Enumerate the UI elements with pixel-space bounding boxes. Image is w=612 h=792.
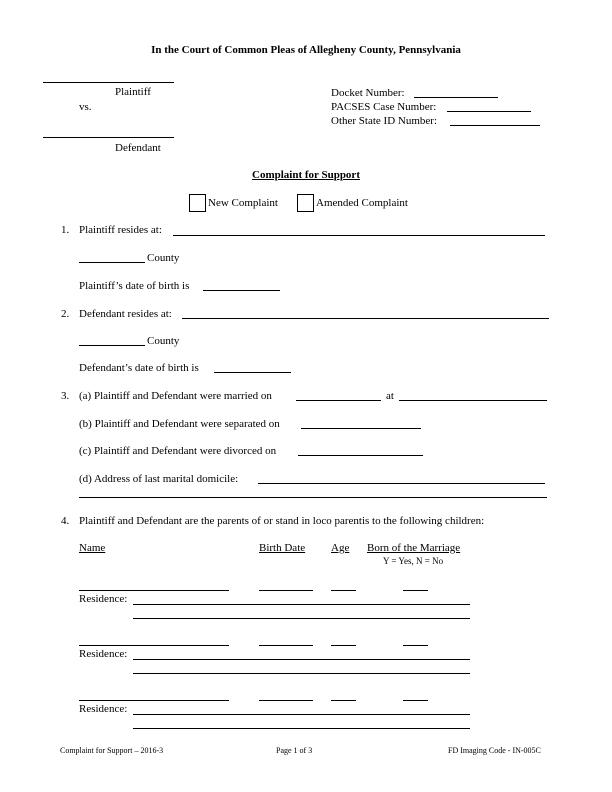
docket-number-field[interactable]	[414, 97, 498, 98]
marital-domicile-field[interactable]	[258, 483, 545, 484]
child3-name-field[interactable]	[79, 700, 229, 701]
child2-residence-label: Residence:	[79, 648, 128, 660]
child1-name-field[interactable]	[79, 590, 229, 591]
defendant-resides-label: Defendant resides at:	[79, 308, 172, 320]
child1-birth-date-field[interactable]	[259, 590, 313, 591]
defendant-address-field[interactable]	[182, 318, 549, 319]
plaintiff-dob-label: Plaintiff’s date of birth is	[79, 280, 190, 292]
defendant-county-label: County	[147, 335, 180, 347]
footer-imaging-code: FD Imaging Code - IN-005C	[448, 746, 541, 755]
child3-residence-field-line2[interactable]	[133, 728, 470, 729]
yn-legend: Y = Yes, N = No	[383, 556, 444, 566]
child-name-header: Name	[79, 542, 106, 554]
child2-residence-field-line2[interactable]	[133, 673, 470, 674]
new-complaint-checkbox[interactable]	[189, 194, 206, 212]
children-statement: Plaintiff and Defendant are the parents of or stand in loco parentis to the following children:	[79, 515, 485, 527]
other-state-id-label: Other State ID Number:	[331, 115, 437, 127]
plaintiff-dob-field[interactable]	[203, 290, 280, 291]
plaintiff-label: Plaintiff	[115, 86, 151, 98]
item4-number: 4.	[61, 515, 70, 527]
married-at-label: at	[386, 390, 394, 402]
separated-on-label: (b) Plaintiff and Defendant were separated on	[79, 418, 280, 430]
child1-born-of-marriage-field[interactable]	[403, 590, 428, 591]
separation-date-field[interactable]	[301, 428, 421, 429]
divorced-on-label: (c) Plaintiff and Defendant were divorced on	[79, 445, 277, 457]
defendant-dob-label: Defendant’s date of birth is	[79, 362, 199, 374]
child2-age-field[interactable]	[331, 645, 356, 646]
vs-label: vs.	[79, 101, 92, 113]
child3-age-field[interactable]	[331, 700, 356, 701]
child1-residence-label: Residence:	[79, 593, 128, 605]
plaintiff-county-field[interactable]	[79, 262, 145, 263]
child3-birth-date-field[interactable]	[259, 700, 313, 701]
court-title: In the Court of Common Pleas of Allegheny County, Pennsylvania	[151, 44, 461, 56]
plaintiff-resides-label: Plaintiff resides at:	[79, 224, 162, 236]
footer-form-name: Complaint for Support – 2016-3	[60, 746, 164, 755]
marriage-place-field[interactable]	[399, 400, 547, 401]
child3-residence-label: Residence:	[79, 703, 128, 715]
defendant-label: Defendant	[115, 142, 161, 154]
plaintiff-name-field[interactable]	[43, 82, 174, 83]
child1-residence-field[interactable]	[133, 604, 470, 605]
child2-born-of-marriage-field[interactable]	[403, 645, 428, 646]
item3-number: 3.	[61, 390, 70, 402]
child2-name-field[interactable]	[79, 645, 229, 646]
child1-residence-field-line2[interactable]	[133, 618, 470, 619]
born-of-marriage-header: Born of the Marriage	[367, 542, 461, 554]
other-state-id-field[interactable]	[450, 125, 540, 126]
child1-age-field[interactable]	[331, 590, 356, 591]
plaintiff-county-label: County	[147, 252, 180, 264]
amended-complaint-checkbox[interactable]	[297, 194, 314, 212]
child2-residence-field[interactable]	[133, 659, 470, 660]
marriage-date-field[interactable]	[296, 400, 381, 401]
child3-born-of-marriage-field[interactable]	[403, 700, 428, 701]
defendant-dob-field[interactable]	[214, 372, 291, 373]
pacses-number-label: PACSES Case Number:	[331, 101, 437, 113]
form-title: Complaint for Support	[252, 169, 360, 181]
divorce-date-field[interactable]	[298, 455, 423, 456]
plaintiff-address-field[interactable]	[173, 235, 545, 236]
docket-number-label: Docket Number:	[331, 87, 405, 99]
item1-number: 1.	[61, 224, 70, 236]
child-birth-date-header: Birth Date	[259, 542, 306, 554]
defendant-name-field[interactable]	[43, 137, 174, 138]
marital-domicile-field-line2[interactable]	[79, 497, 547, 498]
new-complaint-label: New Complaint	[208, 197, 278, 209]
child2-birth-date-field[interactable]	[259, 645, 313, 646]
pacses-number-field[interactable]	[447, 111, 531, 112]
defendant-county-field[interactable]	[79, 345, 145, 346]
marital-domicile-label: (d) Address of last marital domicile:	[79, 473, 239, 485]
child3-residence-field[interactable]	[133, 714, 470, 715]
item2-number: 2.	[61, 308, 70, 320]
amended-complaint-label: Amended Complaint	[316, 197, 408, 209]
married-on-label: (a) Plaintiff and Defendant were married on	[79, 390, 272, 402]
footer-page-number: Page 1 of 3	[276, 746, 313, 755]
child-age-header: Age	[331, 542, 350, 554]
